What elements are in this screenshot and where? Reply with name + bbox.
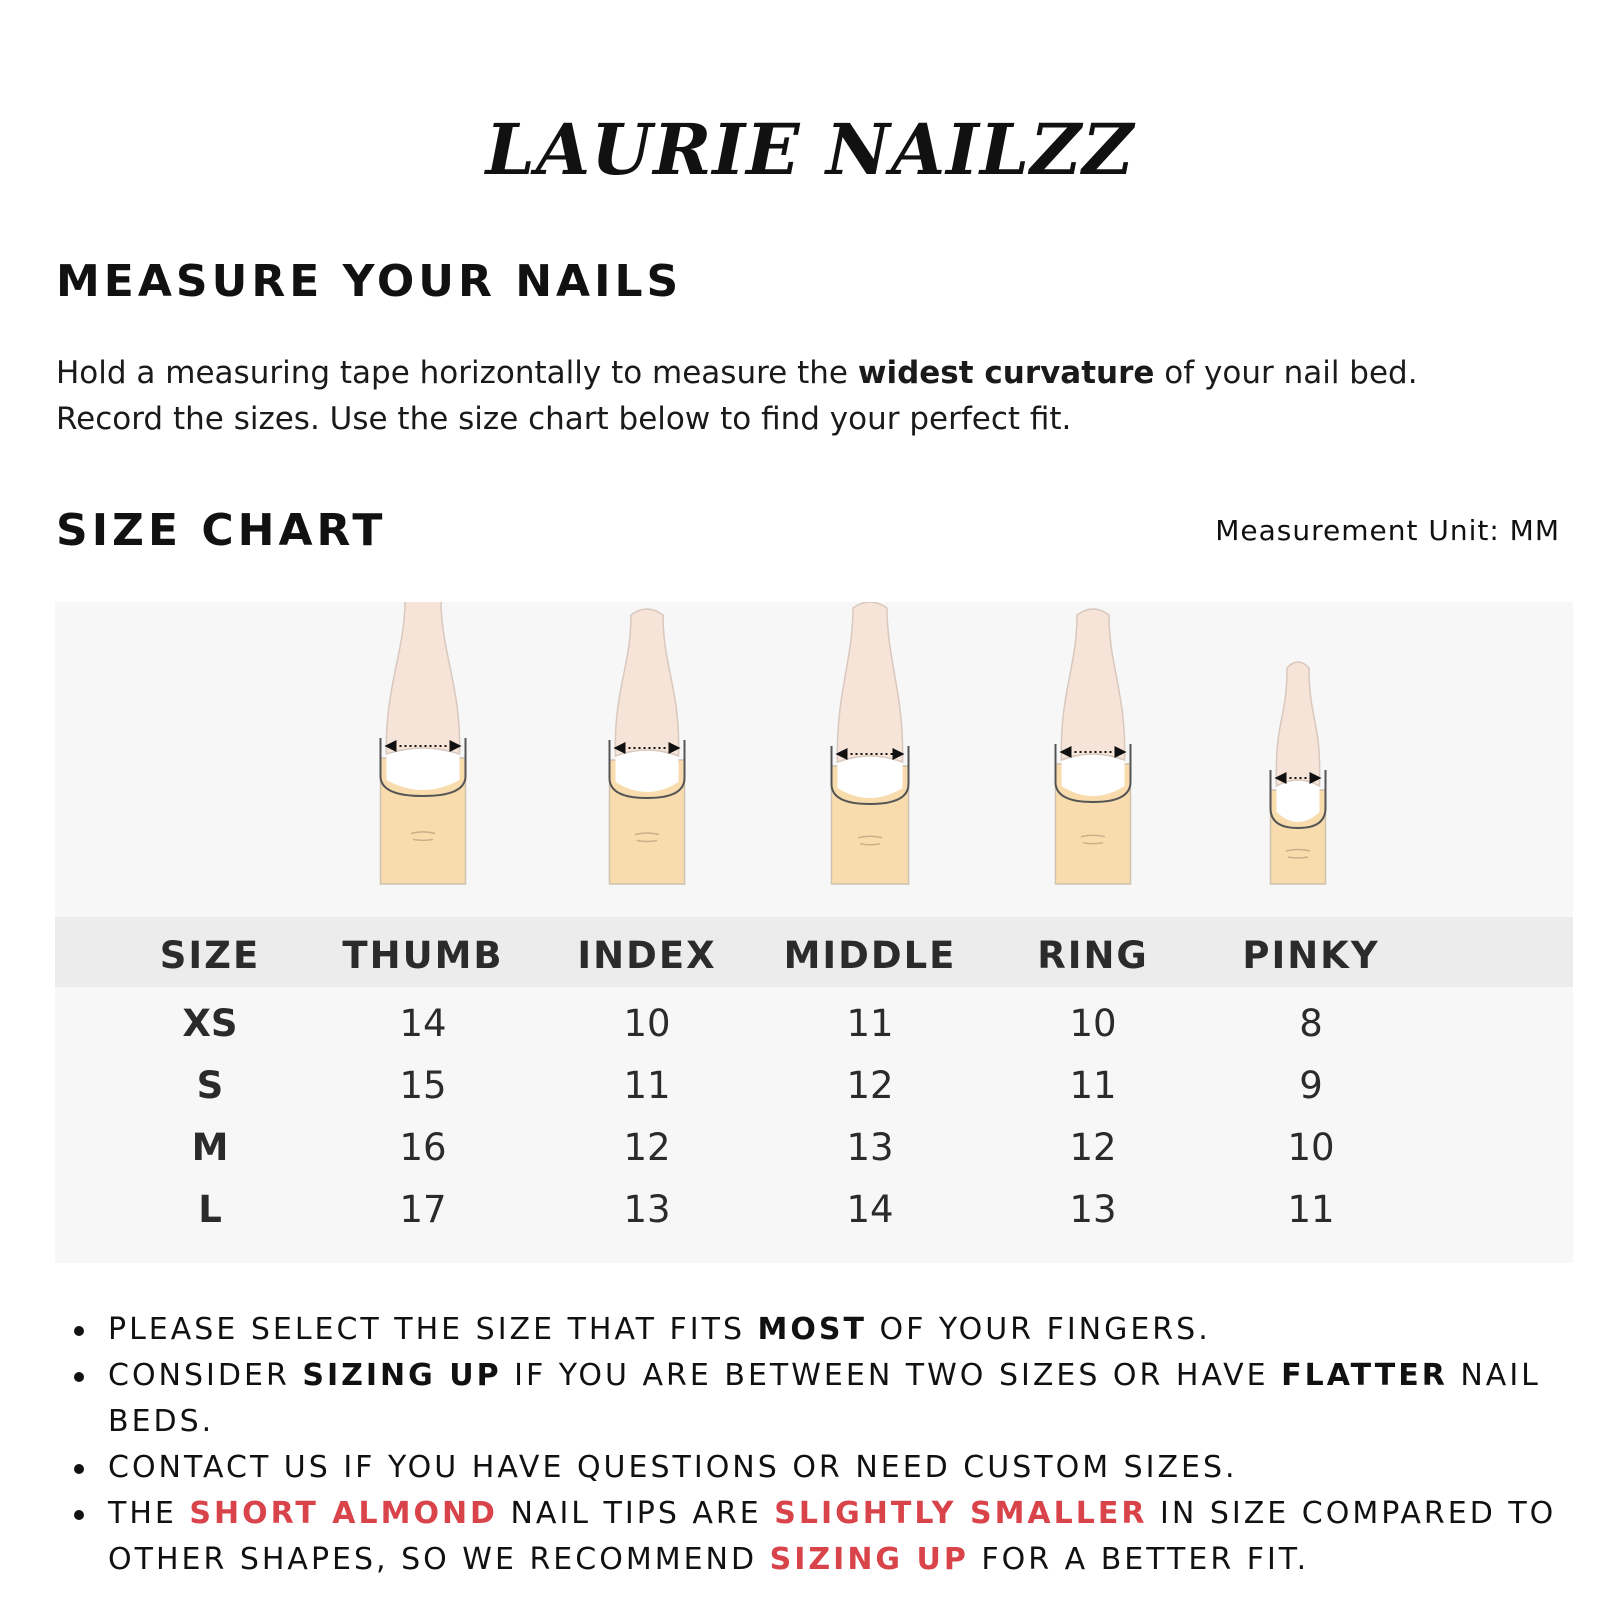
note-text: SLIGHTLY SMALLER <box>774 1496 1148 1531</box>
note-text: OF YOUR FINGERS. <box>866 1312 1211 1347</box>
note-item <box>74 1353 1574 1445</box>
note-text: NAIL BEDS. <box>108 1358 1541 1439</box>
ring-finger-illustration <box>1056 609 1131 884</box>
size-label: S <box>196 1064 224 1107</box>
size-value: 12 <box>623 1126 671 1169</box>
note-text: IN SIZE COMPARED TO OTHER SHAPES, SO WE RECOMMEND <box>108 1496 1557 1577</box>
size-label: XS <box>182 1002 238 1045</box>
note-text: CONTACT US IF YOU HAVE QUESTIONS OR NEED CUSTOM SIZES. <box>108 1450 1238 1485</box>
size-chart-panel <box>55 602 1573 1263</box>
nail-tip <box>837 602 902 762</box>
size-value: 13 <box>846 1126 894 1169</box>
bullet-icon <box>74 1464 84 1474</box>
middle-finger-illustration <box>832 602 909 884</box>
sizing-notes <box>74 1307 1574 1583</box>
index-finger-illustration <box>610 609 685 884</box>
note-text: THE <box>108 1496 190 1531</box>
size-value: 8 <box>1299 1002 1323 1045</box>
header-thumb: THUMB <box>342 934 504 977</box>
size-value: 16 <box>399 1126 447 1169</box>
note-text: SHORT ALMOND <box>189 1496 498 1531</box>
size-value: 10 <box>1287 1126 1335 1169</box>
note-item <box>74 1445 1574 1491</box>
nail-bed <box>616 750 679 792</box>
note-item <box>74 1307 1574 1353</box>
size-value: 17 <box>399 1188 447 1231</box>
note-text: PLEASE SELECT THE SIZE THAT FITS <box>108 1312 758 1347</box>
size-value: 9 <box>1299 1064 1323 1107</box>
measure-text-bold: widest curvature <box>857 355 1155 391</box>
thumb-finger-illustration <box>381 602 466 884</box>
note-text: CONSIDER <box>108 1358 303 1393</box>
note-text: NAIL TIPS ARE <box>497 1496 775 1531</box>
size-label: M <box>191 1126 229 1169</box>
nail-bed <box>838 756 903 798</box>
nail-bed <box>387 748 460 790</box>
note-item <box>74 1491 1574 1583</box>
size-value: 14 <box>399 1002 447 1045</box>
note-text: IF YOU ARE BETWEEN TWO SIZES OR HAVE <box>501 1358 1282 1393</box>
size-value: 10 <box>623 1002 671 1045</box>
size-value: 10 <box>1069 1002 1117 1045</box>
measure-title: MEASURE YOUR NAILS <box>56 256 683 307</box>
note-text: MOST <box>757 1312 867 1347</box>
nail-tip <box>386 602 459 754</box>
nail-tip <box>615 609 678 756</box>
header-ring: RING <box>1037 934 1149 977</box>
size-value: 13 <box>1069 1188 1117 1231</box>
size-value: 11 <box>846 1002 894 1045</box>
header-size: SIZE <box>159 934 261 977</box>
size-value: 14 <box>846 1188 894 1231</box>
bullet-icon <box>74 1372 84 1382</box>
note-text: SIZING UP <box>302 1358 502 1393</box>
size-value: 15 <box>399 1064 447 1107</box>
nail-bed <box>1062 754 1125 796</box>
note-text: SIZING UP <box>769 1542 969 1577</box>
size-value: 12 <box>1069 1126 1117 1169</box>
nail-tip <box>1276 662 1319 786</box>
measure-text-1: Hold a measuring tape horizontally to measure the <box>56 355 858 391</box>
measure-text-2: of your nail bed. Record the sizes. Use the size chart below to find your perfect fit. <box>56 355 1418 437</box>
nail-illustrations <box>55 602 1573 917</box>
size-value: 13 <box>623 1188 671 1231</box>
size-label: L <box>198 1188 222 1231</box>
bullet-icon <box>74 1326 84 1336</box>
size-value: 11 <box>1287 1188 1335 1231</box>
size-value: 12 <box>846 1064 894 1107</box>
header-index: INDEX <box>577 934 717 977</box>
note-text: FLATTER <box>1281 1358 1448 1393</box>
nail-bed <box>1277 780 1320 822</box>
pinky-finger-illustration <box>1271 662 1326 884</box>
size-value: 11 <box>623 1064 671 1107</box>
brand-logo: LAURIE NAILZZ <box>485 108 1135 191</box>
header-pinky: PINKY <box>1242 934 1380 977</box>
bullet-icon <box>74 1510 84 1520</box>
header-middle: MIDDLE <box>783 934 957 977</box>
size-chart-title: SIZE CHART <box>56 505 387 556</box>
note-text: FOR A BETTER FIT. <box>968 1542 1310 1577</box>
nail-tip <box>1061 609 1124 760</box>
measure-instructions <box>56 350 1456 442</box>
measurement-unit: Measurement Unit: MM <box>1215 514 1560 547</box>
size-value: 11 <box>1069 1064 1117 1107</box>
